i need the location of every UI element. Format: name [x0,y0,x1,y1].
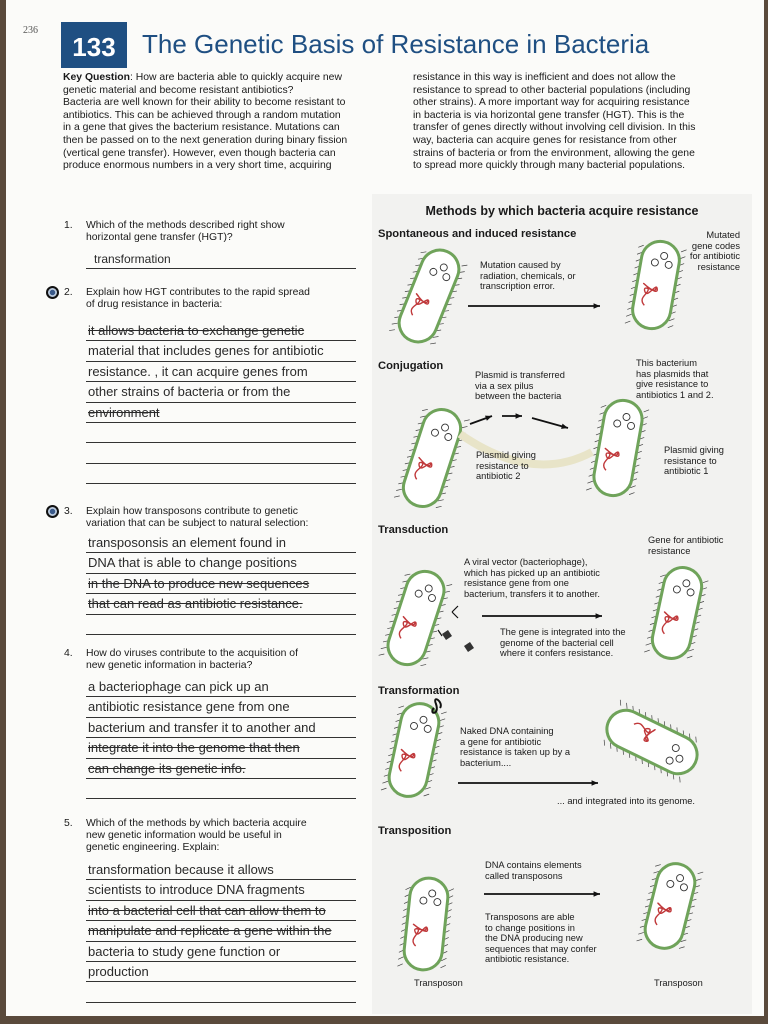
label-line: antibiotic 2 [476,471,521,482]
label-dna-contains [485,860,582,881]
label-line: Transposon [414,978,463,988]
intro-line: Bacteria are well known for their ability to become resistant to [63,97,346,109]
label-line: Plasmid giving [476,450,536,460]
intro-right-column [413,72,745,173]
section-conjugation: Conjugation [378,360,444,372]
intro-line: then be passed on to the next generation during binary fission [63,134,348,146]
label-line: A viral vector (bacteriophage), [464,557,588,567]
answer-lines-5[interactable] [86,860,356,1003]
answer-line[interactable]: production [86,962,356,982]
bacterium-icon [381,699,447,801]
page-title: The Genetic Basis of Resistance in Bacteria [142,29,650,59]
bacterium-icon [644,563,710,663]
label-line: Transposons are able [485,912,575,922]
label-line: transcription error. [480,281,555,292]
question-text: variation that can be subject to natural selection: [86,518,309,529]
label-gene-integrated [500,627,626,659]
label-line: resistance to [664,455,717,466]
arrowhead-icon [596,613,602,618]
panel-title: Methods by which bacteria acquire resistance [425,204,699,218]
question-text: new genetic information in bacteria? [86,660,253,671]
arrowhead-icon [485,416,492,421]
label-line: resistance is taken up by a [460,747,571,758]
intro-line: Key Question: How are bacteria able to quickly acquire new [63,72,342,83]
label-viral-vector [464,557,600,599]
bacterium-icon [625,238,688,333]
answer-lines-2[interactable] [86,321,356,484]
label-line: give resistance to [636,379,709,390]
answer-line[interactable]: that can read as antibiotic resistance. [86,594,356,614]
page-number: 236 [23,25,38,36]
label-line: ... and integrated into its genome. [557,796,695,806]
label-line: Mutation caused by [480,260,561,270]
label-plasmid-1 [664,445,724,477]
intro-line: way, bacteria can acquire genes for resistance from other [413,134,677,146]
answer-line[interactable]: can change its genetic info. [86,759,356,779]
methods-panel [372,194,752,1014]
bacterium-icon [389,243,469,350]
intro-line: (vertical gene transfer). However, even though bacteria can [63,147,336,159]
answer-line[interactable] [86,982,356,1002]
question-text: genetic engineering. Explain: [86,842,220,853]
label-line: resistance to [476,460,529,471]
bullet-marker-icon [46,505,59,518]
section-transposition: Transposition [378,825,452,837]
label-mutated-gene [690,230,740,272]
worksheet-page [6,0,764,1016]
label-line: The gene is integrated into the [500,627,626,637]
bacteriophage-icon [442,630,474,652]
bullet-marker-icon [46,286,59,299]
section-spontaneous: Spontaneous and induced resistance [378,228,577,240]
section-transduction: Transduction [378,524,449,536]
intro-line: produce enormous numbers in a very short time, acquiring [63,160,332,172]
label-line: Plasmid giving [664,445,724,455]
answer-line[interactable]: it allows bacteria to exchange genetic [86,321,356,341]
label-line: resistance gene from one [464,578,569,589]
answer-line[interactable]: in the DNA to produce new sequences [86,574,356,594]
arrowhead-icon [594,303,600,308]
question-text: of drug resistance in bacteria: [86,299,223,310]
bacterium-icon [636,858,703,953]
bacterium-icon [378,565,453,671]
label-line: genome of the bacterial cell [500,637,614,648]
label-gene-for-antibiotic [648,535,723,556]
intro-left-column [63,72,393,173]
question-number: 4. [64,648,73,659]
answer-line[interactable]: transformation because it allows [86,860,356,880]
label-transposon-left [414,978,463,989]
intro-line: resistance to spread to other bacterial populations (including [413,84,691,96]
label-line: to change positions in [485,922,575,933]
answer-line[interactable]: into a bacterial cell that can allow them to [86,901,356,921]
question-1 [64,220,364,244]
section-transformation: Transformation [378,685,460,697]
question-number: 5. [64,818,73,829]
intro-line: strains of bacteria or from the environment, allowing the gene [413,147,695,159]
answer-line[interactable] [86,615,356,635]
question-text: Explain how transposons contribute to genetic [86,506,298,517]
label-line: resistance [648,545,691,556]
label-line: antibiotic 1 [664,466,709,477]
arrowhead-icon [561,424,568,429]
label-line: resistance [697,261,740,272]
intro-line: in a gene that gives the bacterium resistance. Mutations can [63,122,340,134]
answer-line[interactable]: a bacteriophage can pick up an [86,677,356,697]
question-text: new genetic information would be useful in [86,830,282,841]
intro-line: other strains). A more important way for acquiring resistance [413,97,690,109]
answer-line[interactable]: material that includes genes for antibiotic [86,341,356,361]
answer-line[interactable]: bacteria to study gene function or [86,942,356,962]
label-line: Gene for antibiotic [648,535,724,545]
question-3 [64,506,364,530]
question-text: Which of the methods by which bacteria acquire [86,818,307,829]
label-line: the DNA producing new [485,933,583,944]
answer-line[interactable]: resistance. , it can acquire genes from [86,362,356,382]
label-line: via a sex pilus [475,380,534,391]
arrowhead-icon [516,413,522,418]
label-line: antibiotic resistance. [485,954,570,965]
intro-line: resistance in this way is inefficient and does not allow the [413,72,676,83]
arrowhead-icon [592,780,598,785]
answer-line[interactable]: bacterium and transfer it to another and [86,718,356,738]
label-line: which has picked up an antibiotic [464,567,600,578]
label-line: has plasmids that [636,368,709,379]
intro-line: transfer of genes directly without involving cell division. In this [413,122,696,134]
label-line: Transposon [654,978,703,988]
label-line: radiation, chemicals, or [480,270,576,281]
activity-number-badge: 133 [61,22,127,68]
label-line: Naked DNA containing [460,726,554,736]
question-2 [64,287,364,311]
label-line: Plasmid is transferred [475,370,565,380]
question-text: horizontal gene transfer (HGT)? [86,232,233,243]
label-line: This bacterium [636,358,697,368]
arrowhead-icon [594,891,600,896]
label-line: between the bacteria [475,391,562,402]
answer-line[interactable]: other strains of bacteria or from the [86,382,356,402]
answer-line[interactable] [86,443,356,463]
answer-line[interactable]: DNA that is able to change positions [86,553,356,573]
intro-line: to spread more quickly through many bacterial populations. [413,160,686,172]
label-has-plasmids [636,358,714,400]
answer-line[interactable]: transformation [86,249,356,269]
question-4 [64,648,364,672]
bacterium-icon [397,876,454,973]
label-line: Mutated [706,230,740,240]
answer-line[interactable]: transposonsis an element found in [86,533,356,553]
label-integrated-genome [557,796,695,807]
answer-line[interactable]: antibiotic resistance gene from one [86,697,356,717]
key-question-label: Key Question [63,72,130,83]
label-line: antibiotics 1 and 2. [636,389,714,400]
label-plasmid-transferred [475,370,565,402]
label-naked-dna [460,726,570,768]
bacterium-icon [394,403,471,513]
bacterium-icon [598,699,705,784]
question-text: Explain how HGT contributes to the rapid spread [86,287,310,298]
question-number: 3. [64,506,73,517]
question-number: 2. [64,287,73,298]
label-line: where it confers resistance. [500,648,614,659]
answer-line[interactable]: integrate it into the genome that then [86,738,356,758]
answer-line[interactable] [86,423,356,443]
label-transposons-able [485,912,597,965]
answer-line[interactable]: manipulate and replicate a gene within the [86,921,356,941]
question-text: How do viruses contribute to the acquisition of [86,648,298,659]
question-text: Which of the methods described right show [86,220,285,231]
intro-line: antibiotics. This can be achieved through a random mutation [63,109,341,121]
answer-line[interactable] [86,779,356,799]
label-transposon-right [654,978,703,989]
label-line: bacterium.... [460,757,512,768]
methods-diagram [372,194,752,1014]
answer-line[interactable] [86,464,356,484]
answer-lines-3[interactable] [86,533,356,635]
label-line: sequences that may confer [485,943,597,954]
intro-line: genetic material and become resistant antibiotics? [63,84,294,96]
answer-line[interactable]: environment [86,403,356,423]
question-number: 1. [64,220,73,231]
label-line: gene codes [691,240,740,251]
label-line: bacterium, transfers it to another. [464,588,600,599]
question-5 [64,818,364,854]
label-line: for antibiotic [689,251,740,262]
label-line: a gene for antibiotic [460,736,542,747]
label-mutation-caused [480,260,576,292]
answer-line[interactable]: scientists to introduce DNA fragments [86,880,356,900]
answer-lines-1[interactable] [86,249,356,269]
label-line: DNA contains elements [485,860,582,870]
bacterium-icon [586,397,650,500]
label-line: called transposons [485,870,563,881]
label-plasmid-2 [476,450,536,482]
intro-line: in bacteria is via horizontal gene transfer (HGT). This is the [413,109,685,121]
answer-lines-4[interactable] [86,677,356,799]
